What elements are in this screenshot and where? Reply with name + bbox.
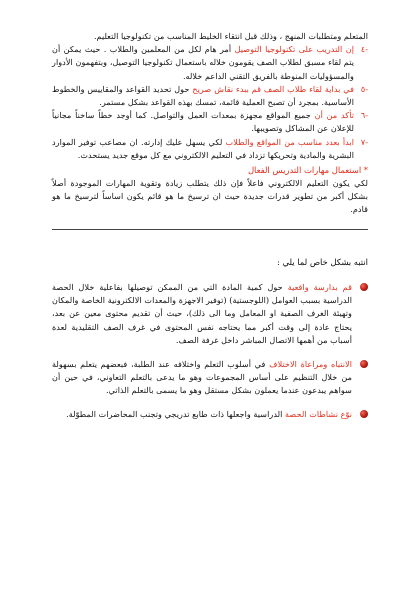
paragraph-top bbox=[52, 30, 368, 43]
numbered-item-5 bbox=[52, 83, 368, 109]
divider bbox=[52, 229, 368, 230]
numbered-item-7 bbox=[52, 136, 368, 162]
red-bullet-icon bbox=[360, 283, 368, 291]
section-body: لكي يكون التعليم الالكتروني فاعلاً فإن ذلك يتطلب زيادة وتقوية المهارات الموجودة أصلاً بشكل أكبر من تطوير قدرات جديدة حيث ان ترسيخ ما هو قائم يكون اساساً لترسيخ ما هو قادم. bbox=[52, 178, 368, 215]
bullet-text: الدراسية واجعلها ذات طابع تدريجي وتجنب المحاضرات المطوّلة. bbox=[66, 408, 286, 419]
item-text: أمر هام لكل من المعلمين والطلاب . حيث يمكن أن يتم لقاء مسبق لطلاب الصف يقومون خلاله باستعمال تكنولوجيا التوصيل، وبتفهمون الأدوار والمسؤوليات المنوطة بالفريق التقني الداعم خلاله. bbox=[52, 44, 354, 81]
bullet-item-2 bbox=[52, 358, 368, 398]
bullet-text: حول كمية المادة التي من الممكن توصيلها بفاعلية خلال الحصة الدراسية بسبب العوامل (اللوجستية) (توفير الاجهزة والمعدات الالكترونية الخاصة والمكان وتهيئة الغرف الصفية او المعامل وما الى ذلك)، حيث أن تقديم محتوى معين عن بعد، يحتاج عادة إلى وقت أكبر مما يحتاجه نفس المحتوى في غرف الصف التقليدية لعدة أسباب من أهمها الاتصال المباشر داخل غرفة الصف. bbox=[52, 281, 352, 346]
bullet-highlight: نوّع نشاطات الحصة bbox=[285, 408, 352, 419]
red-bullet-icon bbox=[360, 360, 368, 368]
bullets-intro: انتبه بشكل خاص لما يلي : bbox=[277, 256, 368, 267]
paragraph-top-text: المتعلم ومتطلبات المنهج ، وذلك قبل انتقاء الخليط المناسب من تكنولوجيا التعليم. bbox=[93, 31, 368, 41]
item-highlight: إن التدريب على تكنولوجيا التوصيل bbox=[234, 44, 354, 55]
section-heading: * استعمال مهارات التدريس الفعال bbox=[247, 165, 368, 176]
bullet-highlight: قم بدارسة واقعية bbox=[287, 281, 352, 292]
red-bullet-icon bbox=[360, 410, 368, 418]
bullet-highlight: الانتباه ومراعاة الاختلاف bbox=[269, 358, 352, 369]
item-highlight: ابدأ بعدد مناسب من المواقع والطلاب bbox=[225, 136, 354, 147]
item-text: جميع المواقع مجهزة بمعدات العمل والتواصل. كما أوجد خطاً ساخناً مجانياً للإعلان عن المشاكل وتصويبها. bbox=[52, 110, 354, 134]
item-number: -٦ bbox=[360, 110, 368, 121]
item-number: -٥ bbox=[360, 83, 368, 94]
bullet-item-1 bbox=[52, 281, 368, 348]
bullet-item-3 bbox=[52, 408, 368, 421]
bullet-text: في أسلوب التعلم واختلافه عند الطلبة، فبعضهم يتعلم بسهولة من خلال التنظيم على أساس المجموعات وهو ما يدعى بالتعلم التعاوني، في حين أن سواهم يبدعون عندما يعملون بشكل مستقل وهو ما يسمى بالتعلم الذاتي. bbox=[52, 358, 352, 396]
numbered-item-4 bbox=[52, 43, 368, 83]
item-number: -٧ bbox=[360, 136, 368, 147]
item-highlight: في بداية لقاء طلاب الصف قم ببدء نقاش صريح bbox=[192, 83, 354, 94]
item-text: حول تحديد القواعد والمقاييس والخطوط الأساسية. بمجرد أن تصبح العملية قائمة، تمسك بهذه القواعد بشكل مستمر. bbox=[52, 83, 354, 108]
numbered-item-6 bbox=[52, 109, 368, 135]
item-highlight: تأكد من أن bbox=[314, 110, 354, 121]
item-number: -٤ bbox=[360, 44, 368, 55]
item-text: لكي يسهل عليك إدارته. ان مصاعب توفير الموارد البشرية والمادية وتحريكها تزداد في التعليم الالكتروني مع كل موقع جديد يستحدث. bbox=[52, 136, 354, 160]
